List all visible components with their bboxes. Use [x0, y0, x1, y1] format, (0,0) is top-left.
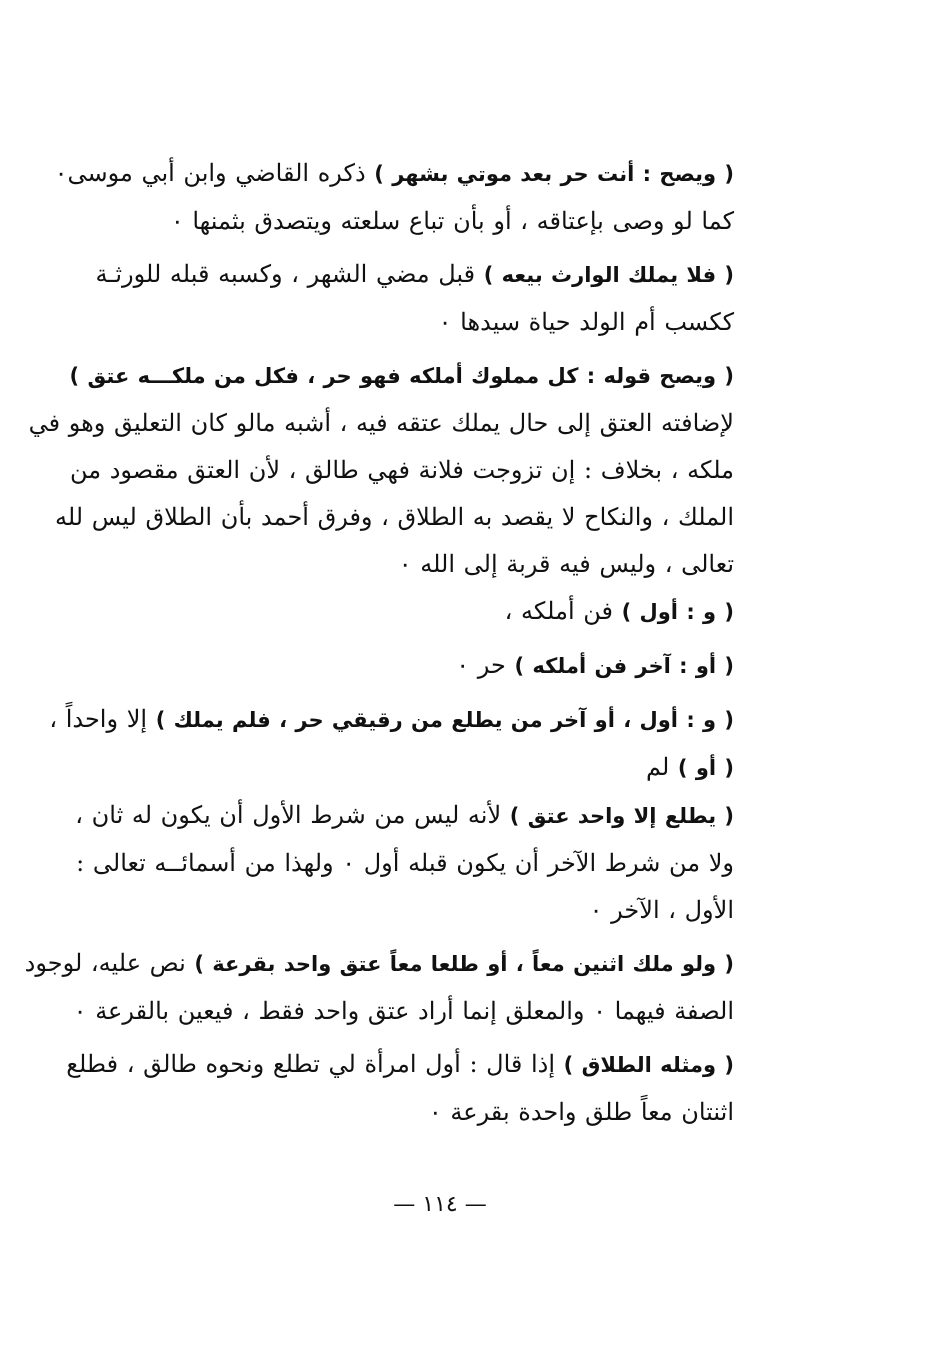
line-text: إلا واحداً ، [49, 705, 156, 733]
bold-heading: ( ومثله الطلاق ) [563, 1053, 734, 1077]
paragraph [90, 642, 734, 690]
line-text: الملك ، والنكاح لا يقصد به الطلاق ، وفرق أحمد بأن الطلاق ليس لله [54, 503, 734, 531]
line-text: إذا قال : أول امرأة لي تطلع ونحوه طالق ، فطلع [66, 1050, 564, 1078]
line-text: حر ٠ [456, 651, 515, 679]
paragraph [90, 251, 734, 346]
line-text: فن أملكه ، [504, 597, 622, 625]
text-line [66, 1041, 734, 1089]
paragraph [75, 792, 734, 934]
paragraph [66, 1041, 734, 1136]
text-line [24, 940, 734, 988]
line-text: لأنه ليس من شرط الأول أن يكون له ثان ، [75, 801, 510, 829]
text-line [90, 251, 734, 299]
line-text: كما لو وصى بإعتاقه ، أو بأن تباع سلعته ويتصدق بثمنها ٠ [170, 207, 734, 235]
text-line [54, 150, 734, 198]
line-text: ملكه ، بخلاف : إن تزوجت فلانة فهي طالق ، لأن العتق مقصود من [69, 456, 734, 484]
paragraph [49, 696, 734, 792]
line-text: نص عليه، لوجود [24, 949, 195, 977]
text-line [90, 887, 734, 934]
text-line [75, 792, 734, 840]
text-line [54, 494, 734, 541]
bold-heading: ( ويصح قوله : كل مملوك أملكه فهو حر ، فكل من ملكـــه عتق ) [69, 364, 734, 388]
text-line [90, 299, 734, 346]
line-text: اثنتان معاً طلق واحدة بقرعة ٠ [428, 1098, 734, 1126]
bold-heading: ( و : أول ) [621, 600, 734, 624]
text-line [76, 840, 734, 887]
text-line [90, 642, 734, 690]
page-number: — ١١٤ — [393, 1192, 487, 1217]
text-line [90, 1089, 734, 1136]
bold-heading: ( ولو ملك اثنين معاً ، أو طلعا معاً عتق واحد بقرعة ) [194, 952, 734, 976]
text-line [49, 696, 734, 744]
text-line [90, 198, 734, 245]
bold-heading: ( أو ) [677, 756, 734, 780]
line-text: ذكره القاضي وابن أبي موسى٠ [54, 159, 375, 187]
bold-heading: ( يطلع إلا واحد عتق ) [509, 804, 734, 828]
text-line [90, 588, 734, 636]
text-line [90, 744, 734, 792]
bold-heading: ( ويصح : أنت حر بعد موتي بشهر ) [374, 162, 734, 186]
text-line [90, 541, 734, 588]
line-text: الصفة فيهما ٠ والمعلق إنما أراد عتق واحد فقط ، فيعين بالقرعة ٠ [73, 997, 734, 1025]
bold-heading: ( فلا يملك الوارث بيعه ) [483, 263, 734, 287]
text-line [28, 400, 734, 447]
line-text: تعالى ، وليس فيه قربة إلى الله ٠ [398, 550, 734, 578]
line-text: ككسب أم الولد حياة سيدها ٠ [438, 308, 734, 336]
paragraph [28, 352, 734, 588]
line-text: قبل مضي الشهر ، وكسبه قبله للورثـة [95, 260, 484, 288]
paragraph [90, 588, 734, 636]
line-text: ولا من شرط الآخر أن يكون قبله أول ٠ ولهذا من أسمائــه تعالى : [76, 849, 734, 877]
bold-heading: ( أو : آخر فن أملكه ) [514, 654, 734, 678]
paragraph [24, 940, 734, 1035]
bold-heading: ( و : أول ، أو آخر من يطلع من رقيقي حر ، فلم يملك ) [155, 708, 734, 732]
text-line [69, 447, 734, 494]
line-text: لإضافته العتق إلى حال يملك عتقه فيه ، أشبه مالو كان التعليق وهو في [28, 409, 734, 437]
text-line [73, 988, 734, 1035]
text-line [69, 352, 734, 400]
line-text: الأول ، الآخر ٠ [589, 896, 734, 924]
paragraph [54, 150, 734, 245]
line-text: لم [646, 753, 678, 781]
body-text [24, 150, 734, 1136]
